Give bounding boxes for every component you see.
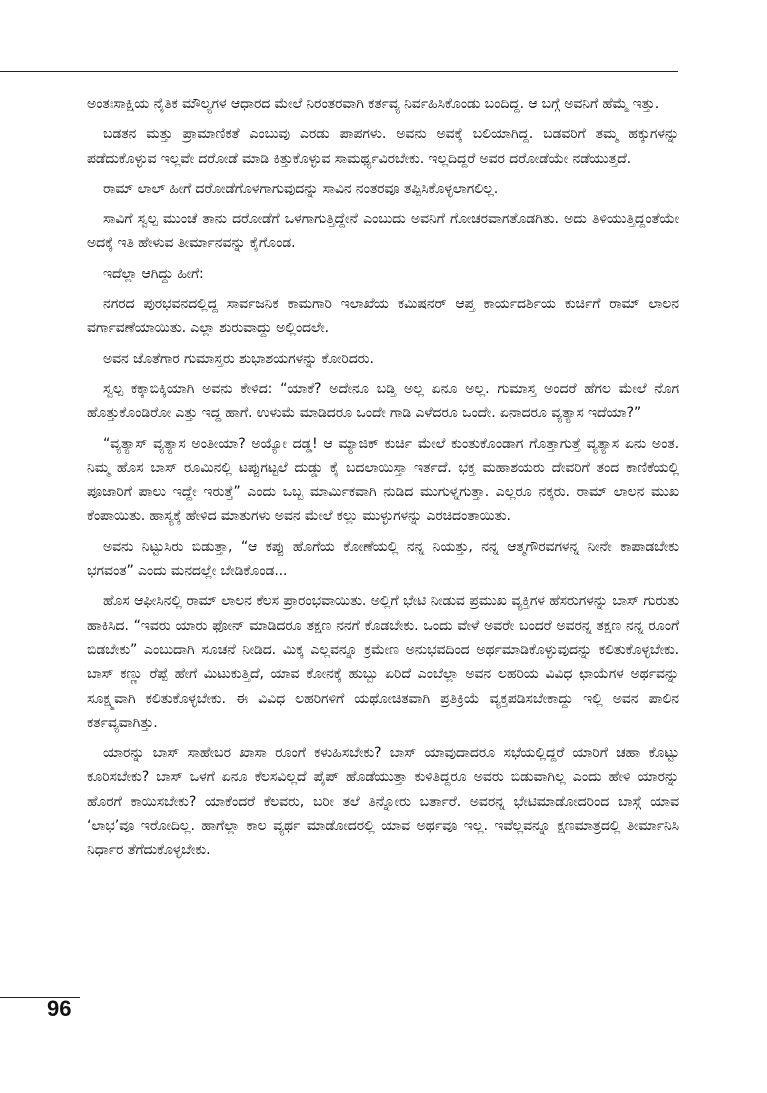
paragraph: ಅವನ ಜೊತೆಗಾರ ಗುಮಾಸ್ತರು ಶುಭಾಶಯಗಳನ್ನು ಕೋರಿದರು. (103, 350, 374, 367)
paragraph: ರಾಮ್ ಲಾಲ್ ಹೀಗೆ ದರೋಡೆಗೊಳಗಾಗುವುದನ್ನು ಸಾವಿನ ನಂತರವೂ ತಪ್ಪಿಸಿಕೊಳ್ಳಲಾಗಲಿಲ್ಲ. (103, 180, 499, 197)
paragraph: ಹೊಸ ಆಫೀಸಿನಲ್ಲಿ ರಾಮ್ ಲಾಲನ ಕೆಲಸ ಪ್ರಾರಂಭವಾಯಿತು. ಅಲ್ಲಿಗೆ ಭೇಟಿ ನೀಡುವ ಪ್ರಮುಖ ವ್ಯಕ್ತಿಗಳ ಹೆಸರುಗಳನ್ನು ಬಾಸ್ ಗುರುತು ಹಾಕಿಸಿದ. “ಇವರು ಯಾರು ಫೋನ್ ಮಾಡಿದರೂ ತಕ್ಷಣ ನನಗೆ ಕೊಡಬೇಕು. ಒಂದು ವೇಳೆ ಅವರೇ ಬಂದರೆ ಅವರನ್ನ ತಕ್ಷಣ ನನ್ನ ರೂಂಗೆ ಬಿಡಬೇಕು” ಎಂಬುದಾಗಿ ಸೂಚನೆ ನೀಡಿದ. ಮಿಕ್ಕ ಎಲ್ಲವನ್ನೂ ಕ್ರಮೇಣ ಅನುಭವದಿಂದ ಅರ್ಥಮಾಡಿಕೊಳ್ಳುವುದನ್ನು ಕಲಿತುಕೊಳ್ಳಬೇಕು. ಬಾಸ್ ಕಣ್ಣು ರೆಪ್ಪೆ ಹೇಗೆ ಮಿಟುಕುತ್ತಿದೆ, ಯಾವ ಕೋನಕ್ಕೆ ಹುಬ್ಬು ಏರಿದೆ ಎಂಬೆಲ್ಲಾ ಅವನ ಲಹರಿಯ ವಿವಿಧ ಛಾಯೆಗಳ ಅರ್ಥವನ್ನು ಸೂಕ್ಷ್ಮವಾಗಿ ಕಲಿತುಕೊಳ್ಳಬೇಕು. ಈ ವಿವಿಧ ಲಹರಿಗಳಿಗೆ ಯಥೋಚಿತವಾಗಿ ಪ್ರತಿಕ್ರಿಯೆ ವ್ಯಕ್ತಪಡಿಸಬೇಕಾದ್ದು ಇಲ್ಲಿ ಅವನ ಪಾಲಿನ ಕರ್ತವ್ಯವಾಗಿತ್ತು. (87, 593, 679, 731)
paragraph: ಯಾರನ್ನು ಬಾಸ್ ಸಾಹೇಬರ ಖಾಸಾ ರೂಂಗೆ ಕಳುಹಿಸಬೇಕು? ಬಾಸ್ ಯಾವುದಾದರೂ ಸಭೆಯಲ್ಲಿದ್ದರೆ ಯಾರಿಗೆ ಚಹಾ ಕೊಟ್ಟು ಕೂರಿಸಬೇಕು? ಬಾಸ್ ಒಳಗೆ ಏನೂ ಕೆಲಸವಿಲ್ಲದೆ ಪೈಪ್ ಹೊಡೆಯುತ್ತಾ ಕುಳಿತಿದ್ದರೂ ಅವರು ಬಿಡುವಾಗಿಲ್ಲ ಎಂದು ಹೇಳಿ ಯಾರನ್ನು ಹೊರಗೆ ಕಾಯಿಸಬೇಕು? ಯಾಕೆಂದರೆ ಕೆಲವರು, ಬರೀ ತಲೆ ತಿನ್ನೋರು ಬರ್ತಾರೆ. ಅವರನ್ನ ಭೇಟಿಮಾಡೋದರಿಂದ ಬಾಸ್ಗೆ ಯಾವ ‘ಲಾಭ’ವೂ ಇರೋದಿಲ್ಲ. ಹಾಗೆಲ್ಲಾ ಕಾಲ ವ್ಯರ್ಥ ಮಾಡೋದರಲ್ಲಿ ಯಾವ ಅರ್ಥವೂ ಇಲ್ಲ. ಇವೆಲ್ಲವನ್ನೂ ಕ್ಷಣಮಾತ್ರದಲ್ಲಿ ತೀರ್ಮಾನಿಸಿ ನಿರ್ಧಾರ ತೆಗೆದುಕೊಳ್ಳಬೇಕು. (87, 745, 679, 859)
paragraph: “ವ್ಯತ್ಯಾಸ್ ವ್ಯತ್ಯಾಸ ಅಂತೀಯಾ? ಅಯ್ಯೋ ದಡ್ಡ! ಆ ಮ್ಯಾಜಿಕ್ ಕುರ್ಚಿ ಮೇಲೆ ಕುಂತುಕೊಂಡಾಗ ಗೊತ್ತಾಗುತ್ತೆ ವ್ಯತ್ಯಾಸ ಏನು ಅಂತ. ನಿಮ್ಮ ಹೊಸ ಬಾಸ್ ರೂಮಿನಲ್ಲಿ ಟಪ್ಪುಗಟ್ಟಲೆ ದುಡ್ಡು ಕೈ ಬದಲಾಯಿಸ್ತಾ ಇರ್ತದೆ. ಭಕ್ತ ಮಹಾಶಯರು ದೇವರಿಗೆ ತಂದ ಕಾಣಿಕೆಯಲ್ಲಿ ಪೂಜಾರಿಗೆ ಪಾಲು ಇದ್ದೇ ಇರುತ್ತೆ” ಎಂದು ಒಬ್ಬ ಮಾರ್ಮಿಕವಾಗಿ ನುಡಿದ ಮುಗುಳ್ನಗುತ್ತಾ. ಎಲ್ಲರೂ ನಕ್ಕರು. ರಾಮ್ ಲಾಲನ ಮುಖ ಕೆಂಪಾಯಿತು. ಹಾಸ್ಯಕ್ಕೆ ಹೇಳಿದ ಮಾತುಗಳು ಅವನ ಮೇಲೆ ಕಲ್ಲು ಮುಳ್ಳುಗಳನ್ನು ಎರಚಿದಂತಾಯಿತು. (87, 435, 679, 525)
paragraph: ಇದೆಲ್ಲಾ ಆಗಿದ್ದು ಹೀಗೆ: (103, 265, 204, 282)
page-number: 96 (47, 996, 72, 1021)
paragraph: ಅವನು ನಿಟ್ಟುಸಿರು ಬಿಡುತ್ತಾ, “ಆ ಕಪ್ಪು ಹೊಗೆಯ ಕೋಣೆಯಲ್ಲಿ ನನ್ನ ನಿಯತ್ತು, ನನ್ನ ಆತ್ಮಗೌರವಗಳನ್ನ ನೀನೇ ಕಾಪಾಡಬೇಕು ಭಗವಂತ” ಎಂದು ಮನದಲ್ಲೇ ಬೇಡಿಕೊಂಡ... (87, 538, 679, 580)
paragraph: ಅಂತಃಸಾಕ್ಷಿಯ ನೈತಿಕ ಮೌಲ್ಯಗಳ ಆಧಾರದ ಮೇಲೆ ನಿರಂತರವಾಗಿ ಕರ್ತವ್ಯ ನಿರ್ವಹಿಸಿಕೊಂಡು ಬಂದಿದ್ದ. ಆ ಬಗ್ಗೆ ಅವನಿಗೆ ಹೆಮ್ಮೆ ಇತ್ತು. (87, 96, 660, 112)
body-text (87, 92, 679, 869)
header-rule (0, 71, 678, 72)
paragraph: ಬಡತನ ಮತ್ತು ಪ್ರಾಮಾಣಿಕತೆ ಎಂಬುವು ಎರಡು ಪಾಪಗಳು. ಅವನು ಅವಕ್ಕೆ ಬಲಿಯಾಗಿದ್ದ. ಬಡವರಿಗೆ ತಮ್ಮ ಹಕ್ಕುಗಳನ್ನು ಪಡೆದುಕೊಳ್ಳುವ ಇಲ್ಲವೇ ದರೋಡೆ ಮಾಡಿ ಕಿತ್ತುಕೊಳ್ಳುವ ಸಾಮರ್ಥ್ಯವಿರಬೇಕು. ಇಲ್ಲದಿದ್ದರೆ ಅವರ ದರೋಡೆಯೇ ನಡೆಯುತ್ತದೆ. (87, 126, 679, 167)
paragraph: ನಗರದ ಪುರಭವನದಲ್ಲಿದ್ದ ಸಾರ್ವಜನಿಕ ಕಾಮಗಾರಿ ಇಲಾಖೆಯ ಕಮಿಷನರ್ ಆಪ್ತ ಕಾರ್ಯದರ್ಶಿಯ ಕುರ್ಚಿಗೆ ರಾಮ್ ಲಾಲನ ವರ್ಗಾವಣೆಯಾಯಿತು. ಎಲ್ಲಾ ಶುರುವಾದ್ದು ಅಲ್ಲಿಂದಲೇ. (87, 296, 679, 337)
paragraph: ಸಾವಿಗೆ ಸ್ವಲ್ಪ ಮುಂಚೆ ತಾನು ದರೋಡೆಗೆ ಒಳಗಾಗುತ್ತಿದ್ದೇನೆ ಎಂಬುದು ಅವನಿಗೆ ಗೋಚರವಾಗತೊಡಗಿತು. ಅದು ತಿಳಿಯುತ್ತಿದ್ದಂತೆಯೇ ಅದಕ್ಕೆ ಇತಿ ಹೇಳುವ ತೀರ್ಮಾನವನ್ನು ಕೈಗೊಂಡ. (87, 211, 679, 252)
paragraph: ಸ್ವಲ್ಪ ಕಕ್ಕಾಬಿಕ್ಕಿಯಾಗಿ ಅವನು ಕೇಳಿದ: “ಯಾಕೆ? ಅದೇನೂ ಬಡ್ತಿ ಅಲ್ಲ ಏನೂ ಅಲ್ಲ. ಗುಮಾಸ್ತ ಅಂದರೆ ಹೆಗಲ ಮೇಲೆ ನೊಗ ಹೊತ್ತುಕೊಂಡಿರೋ ಎತ್ತು ಇದ್ದ ಹಾಗೆ. ಉಳುಮೆ ಮಾಡಿದರೂ ಒಂದೇ ಗಾಡಿ ಎಳೆದರೂ ಒಂದೇ. ಏನಾದರೂ ವ್ಯತ್ಯಾಸ ಇದೆಯಾ?” (87, 380, 679, 422)
